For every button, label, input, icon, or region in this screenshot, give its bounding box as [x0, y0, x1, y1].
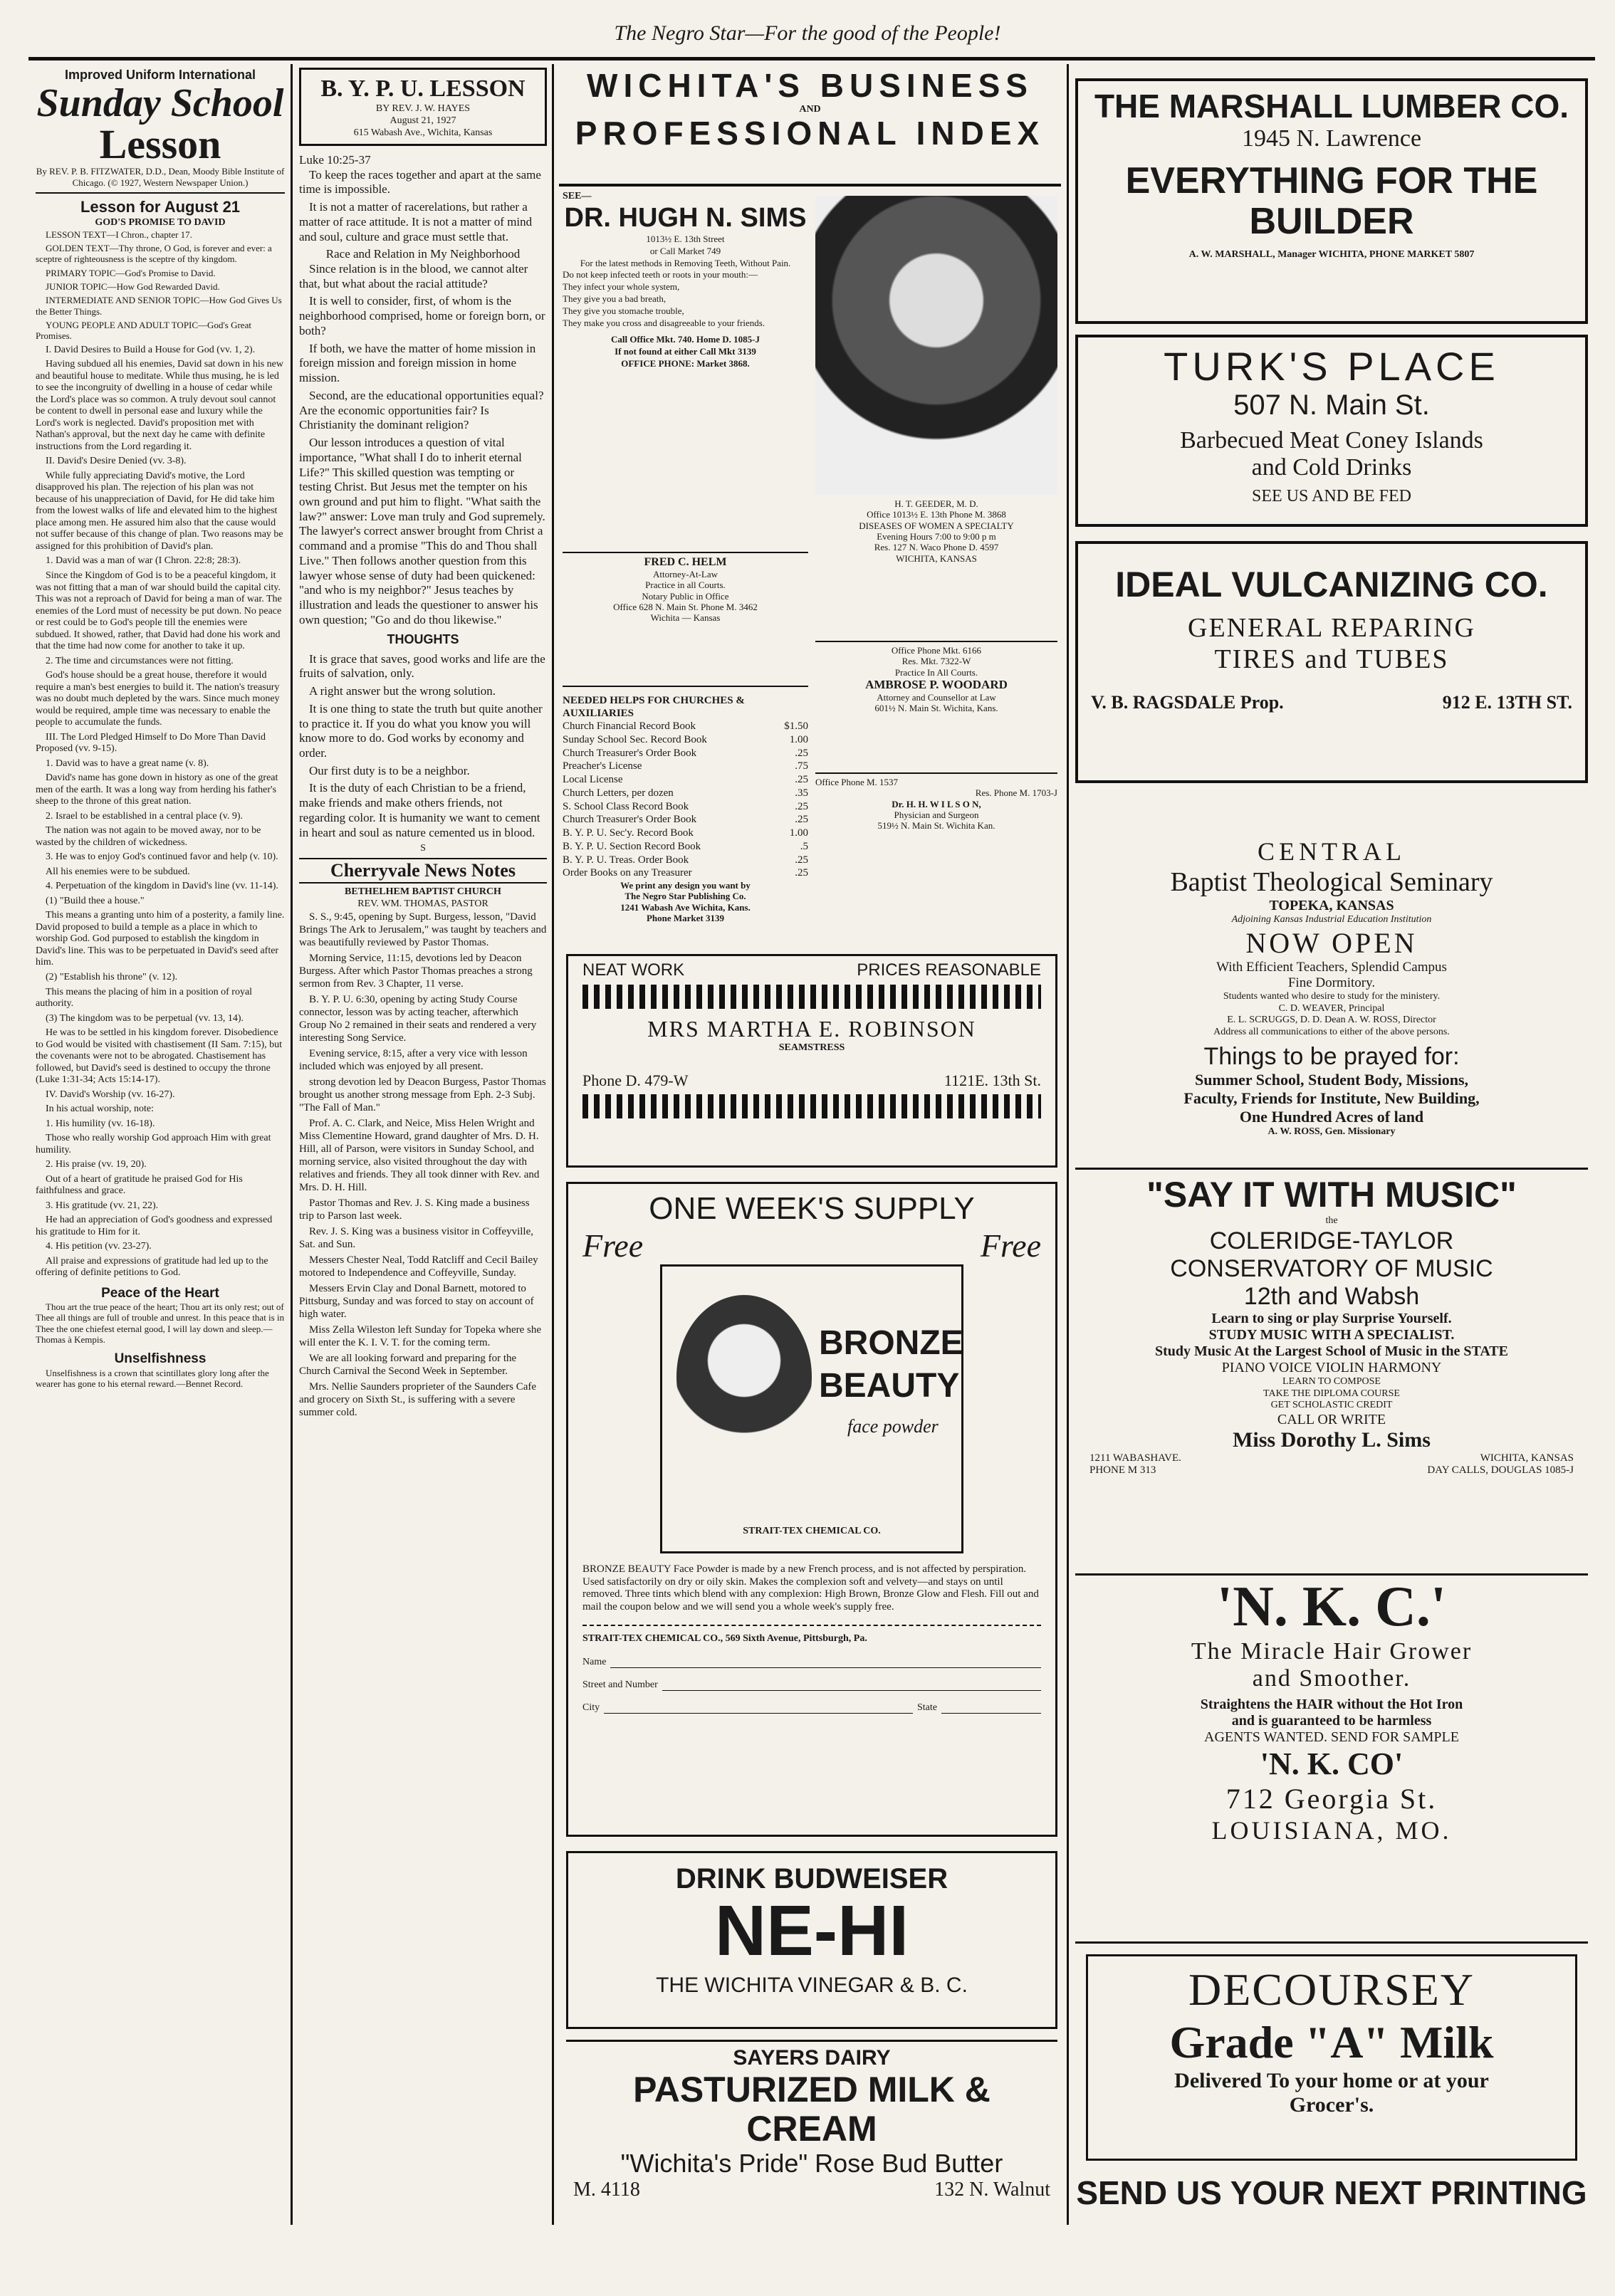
- bronze-brand-1: BRONZE: [819, 1324, 963, 1362]
- robinson-address: 1121E. 13th St.: [944, 1071, 1041, 1089]
- woodard-line: Attorney and Counsellor at Law: [877, 691, 996, 703]
- ss-para: III. The Lord Pledged Himself to Do More Than David Proposed (vv. 9-15).: [36, 731, 266, 755]
- sayers-foot: [566, 2179, 1057, 2201]
- needed-footer-line: Phone Market 3139: [646, 912, 725, 923]
- news-para: Rev. J. S. King was a business visitor in Coffeyville, Sat. and Sun.: [299, 1225, 533, 1250]
- robinson-top-right: PRICES REASONABLE: [857, 960, 1041, 980]
- ss-para: He was to be settled in his kingdom forever. Disobedience to God would be visited with chastisement (II Sam. 7:15), but the covenants were not to be abrogated. Chastisement has followed, but David's seed is destined to occupy the throne (Luke 1:31-34; Acts 15:14-17).: [36, 1027, 283, 1086]
- central-line: Fine Dormitory.: [1287, 975, 1376, 990]
- turk-line-2: and Cold Drinks: [1251, 454, 1412, 481]
- helm-ad: [563, 552, 808, 687]
- index-title-1: WICHITA'S BUSINESS: [587, 68, 1033, 104]
- ss-para: 1. David was a man of war (I Chron. 22:8; 28:3).: [46, 555, 241, 567]
- news-para: Pastor Thomas and Rev. J. S. King made a business trip to Parson last week.: [299, 1197, 530, 1222]
- needed-item: B. Y. P. U. Treas. Order Book .25: [563, 854, 808, 866]
- sunday-school-column: [36, 68, 285, 2218]
- coupon-city-field[interactable]: [604, 1713, 913, 1714]
- nkc-line-3: Straightens the HAIR without the Hot Iron: [1200, 1697, 1463, 1712]
- cherryvale-title: Cherryvale News Notes: [330, 860, 516, 881]
- sims-lines: [563, 234, 808, 370]
- helm-line: Attorney-At-Law: [653, 569, 718, 580]
- coupon-city-row: [582, 1702, 1041, 1714]
- cherryvale-news: [299, 911, 547, 1419]
- peace-text: Thou art the true peace of the heart; Thou art its only rest; out of Thee all things are full of trouble and unrest. In this peace that is in Thee the one chiefest eternal good, I will lay down and sleep.—Thomas à Kempis.: [36, 1301, 285, 1345]
- ss-para: All his enemies were to be subdued.: [46, 866, 190, 877]
- thought-para: It is one thing to state the truth but quite another to practice it. If you do what you know you will know more to do. God works by economy and order.: [299, 701, 543, 760]
- sims-line: They infect your whole system,: [563, 281, 680, 293]
- sayers-phone: M. 4118: [573, 2179, 640, 2201]
- coupon-street-label: Street and Number: [582, 1679, 658, 1690]
- woodard-line: Office Phone Mkt. 6166: [891, 645, 982, 656]
- marshall-footer: A. W. MARSHALL, Manager WICHITA, PHONE MARKET 5807: [1188, 249, 1475, 261]
- sims-line: OFFICE PHONE: Market 3868.: [621, 357, 750, 369]
- geeder-line: WICHITA, KANSAS: [896, 552, 977, 564]
- sayers-big: PASTURIZED MILK & CREAM: [633, 2070, 991, 2149]
- sims-line: 1013½ E. 13th Street: [646, 233, 725, 244]
- helm-name: FRED C. HELM: [644, 556, 727, 568]
- index-and: AND: [799, 103, 821, 115]
- unselfishness-title: Unselfishness: [114, 1351, 207, 1367]
- marshall-slogan-1: EVERYTHING FOR THE: [1125, 160, 1538, 201]
- nkc-city: LOUISIANA, MO.: [1211, 1816, 1452, 1845]
- ss-para: Those who really worship God approach Him with great humility.: [36, 1133, 271, 1155]
- marshall-slogan-2: BUILDER: [1249, 201, 1414, 243]
- woodard-line: AMBROSE P. WOODARD: [865, 677, 1008, 691]
- thought-para: A right answer but the wrong solution.: [309, 684, 496, 698]
- ss-para: Having subdued all his enemies, David sat down in his new and beautiful house to meditate. While thus musing, he is led to see the incongruity of dwelling in a house of cedar while the Lord's place was so common. A truly devout soul cannot be content to dwell in personal ease and luxury while the Lord's work is neglected. David's proposition met with Nathan's approval, but the next day he came with definite instructions from the Lord regarding it.: [36, 359, 284, 452]
- central-line: Address all communications to either of the above persons.: [1213, 1027, 1450, 1038]
- ss-para: 3. His gratitude (vv. 21, 22).: [46, 1200, 159, 1211]
- ss-para: The nation was not again to be moved away, nor to be wasted by the children of wickedness.: [36, 825, 261, 848]
- needed-item: S. School Class Record Book .25: [563, 800, 808, 812]
- marshall-lumber-ad: [1075, 78, 1588, 324]
- decoursey-line-2: Grocer's.: [1289, 2093, 1374, 2117]
- woodard-line: Practice In All Courts.: [894, 666, 978, 678]
- music-foot-right-2: DAY CALLS, DOUGLAS 1085-J: [1427, 1464, 1574, 1477]
- ss-para: 4. Perpetuation of the kingdom in David's line (vv. 11-14).: [46, 881, 278, 892]
- ideal-foot: [1084, 692, 1579, 713]
- helm-line: Office 628 N. Main St. Phone M. 3462: [613, 601, 758, 612]
- nkc-ad: [1075, 1573, 1588, 1944]
- ss-para: In his actual worship, note:: [46, 1104, 155, 1115]
- turks-place-ad: [1075, 335, 1588, 527]
- robinson-ad: [566, 954, 1057, 1168]
- music-foot-left-2: PHONE M 313: [1089, 1464, 1156, 1477]
- coupon-name-label: Name: [582, 1656, 607, 1667]
- bypu-para: Since relation is in the blood, we cannot alter that, but what about the racial attitude?: [299, 262, 528, 290]
- needed-helps-ad: [563, 694, 808, 950]
- needed-footer-line: 1241 Wabash Ave Wichita, Kans.: [620, 901, 751, 913]
- ss-header-big2: Lesson: [99, 120, 221, 167]
- music-line: GET SCHOLASTIC CREDIT: [1270, 1400, 1393, 1411]
- column-divider-1: [291, 64, 293, 2225]
- geeder-ad: [815, 498, 1057, 634]
- needed-title: NEEDED HELPS FOR CHURCHES & AUXILIARIES: [563, 695, 745, 719]
- printing-banner: SEND US YOUR NEXT PRINTING: [1076, 2174, 1587, 2211]
- wilson-line: 519½ N. Main St. Wichita Kan.: [877, 820, 995, 832]
- news-para: Messers Ervin Clay and Donal Barnett, motored to Pittsburg, Sunday and was forced to stay on account of high water.: [299, 1282, 534, 1320]
- bypu-para: If both, we have the matter of home mission in foreign mission and foreign mission in home mission.: [299, 341, 536, 385]
- sims-line: They give you a bad breath,: [563, 293, 667, 305]
- ss-header-small: Improved Uniform International: [64, 68, 256, 82]
- sims-line: For the latest methods in Removing Teeth, Without Pain.: [580, 257, 791, 268]
- index-title-2: PROFESSIONAL INDEX: [575, 115, 1045, 152]
- robinson-bottom: [582, 1071, 1041, 1090]
- coupon-street-field[interactable]: [662, 1690, 1041, 1691]
- central-prayer: A. W. ROSS, Gen. Missionary: [1268, 1126, 1396, 1137]
- peace-title: Peace of the Heart: [101, 1285, 219, 1301]
- bronze-powder-box: [660, 1264, 963, 1553]
- woodard-line: 601½ N. Main St. Wichita, Kans.: [874, 703, 998, 714]
- central-open: NOW OPEN: [1245, 926, 1418, 959]
- ss-para: David's name has gone down in history as one of the great men of the earth. It was a long way from herding his father's sheep to the throne of this great nation.: [36, 772, 278, 807]
- wilson-ad: [815, 772, 1057, 879]
- ss-lesson-sub: GOD'S PROMISE TO DAVID: [95, 216, 226, 228]
- needed-item: B. Y. P. U. Section Record Book .5: [563, 840, 808, 852]
- ss-header-big1: Sunday School: [36, 80, 284, 125]
- geeder-line: H. T. GEEDER, M. D.: [894, 498, 978, 509]
- sims-name: DR. HUGH N. SIMS: [564, 202, 807, 233]
- ss-lesson-title: Lesson for August 21: [80, 198, 241, 216]
- ss-para: II. David's Desire Denied (vv. 3-8).: [46, 456, 187, 467]
- ss-byline: By REV. P. B. FITZWATER, D.D., Dean, Moody Bible Institute of Chicago. (© 1927, Western Newspaper Union.): [36, 166, 285, 188]
- wilson-line: Dr. H. H. W I L S O N,: [892, 798, 981, 809]
- central-prayer: Faculty, Friends for Institute, New Building,: [1183, 1089, 1480, 1107]
- music-line: STUDY MUSIC WITH A SPECIALIST.: [1208, 1326, 1455, 1343]
- bypu-para: It is well to consider, first, of whom is the neighborhood comprised, home or foreign born, or both?: [299, 294, 545, 337]
- woman-portrait: [676, 1295, 812, 1459]
- music-line: PIANO VOICE VIOLIN HARMONY: [1221, 1359, 1442, 1375]
- ss-para: 2. Israel to be established in a central place (v. 9).: [46, 810, 244, 822]
- ss-body: [36, 345, 285, 1279]
- robinson-phone: Phone D. 479-W: [582, 1071, 689, 1089]
- nkc-line-2: and Smoother.: [1252, 1665, 1411, 1692]
- central-adjoining: Adjoining Kansas Industrial Education Institution: [1231, 914, 1432, 925]
- bypu-title: B. Y. P. U. LESSON: [320, 75, 526, 102]
- nehi-brand: NE-HI: [714, 1891, 909, 1971]
- news-para: Mrs. Nellie Saunders proprieter of the Saunders Cafe and grocery on Sixth St., is suffering with a severe summer cold.: [299, 1380, 537, 1418]
- woodard-line: Res. Mkt. 7322-W: [901, 656, 971, 667]
- needed-item: Church Financial Record Book $1.50: [563, 720, 808, 732]
- ss-para: (2) "Establish his throne" (v. 12).: [46, 971, 178, 982]
- central-line: E. L. SCRUGGS, D. D. Dean A. W. ROSS, Director: [1227, 1015, 1436, 1026]
- bypu-byline-2: August 21, 1927: [390, 115, 456, 127]
- sayers-top: SAYERS DAIRY: [733, 2046, 891, 2070]
- nkc-brand: 'N. K. C.': [1216, 1576, 1447, 1638]
- nkc-address: 712 Georgia St.: [1225, 1783, 1438, 1815]
- thought-para: It is grace that saves, good works and life are the fruits of salvation, only.: [299, 651, 545, 681]
- news-para: Miss Zella Wileston left Sunday for Topeka where she will enter the K. I. V. T. for the coming term.: [299, 1323, 542, 1348]
- bronze-headline: ONE WEEK'S SUPPLY: [649, 1191, 975, 1226]
- ss-intro-line: PRIMARY TOPIC—God's Promise to David.: [46, 267, 216, 278]
- geeder-line: DISEASES OF WOMEN A SPECIALTY: [859, 520, 1014, 531]
- ss-para: This means a granting unto him of a posterity, a family line. David proposed to build a temple as a place in which to worship God. God purposed to establish the kingdom in David's line. This was to be perpetuated in David's seed after him.: [36, 910, 285, 968]
- nkc-line-1: The Miracle Hair Grower: [1191, 1638, 1473, 1665]
- needed-item: Local License .25: [563, 774, 808, 785]
- bronze-description: BRONZE BEAUTY Face Powder is made by a new French process, and is not affected by perspiration. Used satisfactorily on dry or oily skin. Makes the complexion soft and velvety—and stays on until removed. Three tints which blend with any complexion: High Brown, Bronze Glow and Flesh. Fill out and mail the coupon below and we will send you a whole week's supply free.: [582, 1563, 1039, 1613]
- ss-para: I. David Desires to Build a House for God (vv. 1, 2).: [46, 344, 256, 355]
- bypu-para: It is not a matter of racerelations, but rather a matter of race attitude. It is not a matter of mind and soul, culture and grace must settle that.: [299, 200, 533, 243]
- nehi-top: DRINK BUDWEISER: [675, 1863, 948, 1894]
- decoursey-line-1: Delivered To your home or at your: [1174, 2069, 1489, 2092]
- turk-line-3: SEE US AND BE FED: [1251, 487, 1412, 505]
- marshall-name: THE MARSHALL LUMBER CO.: [1094, 88, 1569, 125]
- central-name: CENTRAL: [1258, 837, 1406, 866]
- sims-line: If not found at either Call Mkt 3139: [615, 345, 756, 357]
- news-para: Prof. A. C. Clark, and Neice, Miss Helen Wright and Miss Clementine Howard, grand daughter of Mrs. D. H. Hill, all of Parson, were visitors in Sunday School, and morning service, also visited throughout the day with relatives and friends. They all took dinner with Rev. and Mrs. D. H. Hill.: [299, 1117, 540, 1193]
- thought-para: It is the duty of each Christian to be a friend, make friends and make others friends, not regarding color. It is humanity we want to cement in heart and soul as nature cemented us in blood.: [299, 781, 540, 839]
- needed-item: Church Treasurer's Order Book .25: [563, 747, 808, 759]
- bypu-byline-3: 615 Wabash Ave., Wichita, Kansas: [353, 127, 493, 139]
- central-line: C. D. WEAVER, Principal: [1278, 1002, 1385, 1014]
- sayers-ad: [566, 2040, 1057, 2218]
- central-line: Students wanted who desire to study for the ministery.: [1223, 990, 1441, 1002]
- bypu-para: Our lesson introduces a question of vital importance, "What shall I do to inherit eternal Life?" This skilled question was tempting or testing Christ. But Jesus met the tempter on his own ground and put him to flight. "What saith the law?" answer: Love man truly and God supremely. The lawyer's correct answer brought from Christ a command and a promise "This do and Thou shall Live." Then follows another question from this lawyer whose sense of duty had been quickened: "and who is my neighbor?" Jesus teaches by illustration and leads the questioner to answer his own question; "Go and do thou likewise.": [299, 436, 545, 627]
- marshall-address: 1945 N. Lawrence: [1241, 125, 1422, 152]
- central-pray: Things to be prayed for:: [1203, 1042, 1460, 1070]
- ss-para: All praise and expressions of gratitude had led up to the offering of definite petitions to God.: [36, 1255, 268, 1279]
- bronze-free-left: Free: [582, 1227, 644, 1264]
- ss-intro-line: LESSON TEXT—I Chron., chapter 17.: [46, 229, 192, 240]
- coupon-name-row: [582, 1657, 1041, 1668]
- bronze-brand-2: BEAUTY: [819, 1367, 960, 1405]
- robinson-name: MRS MARTHA E. ROBINSON: [647, 1016, 976, 1042]
- music-foot-1: [1075, 1452, 1588, 1464]
- decoursey-grade: Grade "A" Milk: [1169, 2017, 1494, 2067]
- needed-item: B. Y. P. U. Sec'y. Record Book 1.00: [563, 827, 808, 839]
- needed-item: Church Treasurer's Order Book .25: [563, 814, 808, 826]
- central-prayer: One Hundred Acres of land: [1239, 1107, 1424, 1126]
- helm-line: Wichita — Kansas: [650, 612, 721, 624]
- robinson-top: [582, 960, 1041, 980]
- ss-para: Out of a heart of gratitude he praised God for His faithfulness and grace.: [36, 1173, 243, 1197]
- music-address: 12th and Wabsh: [1243, 1282, 1420, 1310]
- section-separator: S: [420, 843, 426, 854]
- ss-para: IV. David's Worship (vv. 16-27).: [46, 1089, 175, 1100]
- masthead-title: The Negro Star—For the good of the People!: [614, 21, 1001, 45]
- ss-para: While fully appreciating David's motive, the Lord disapproved his plan. The rejection of his plan was not because of his unappreciation of David, for He did take him from the lowest walks of life and elevated him to the highest place among men. He assured him also that the cause would not suffer because of this change of plan. Two reasons may be assigned for this prohibition of David's plan.: [36, 470, 283, 552]
- turk-line-1: Barbecued Meat Coney Islands: [1180, 427, 1483, 454]
- ss-intro-line: GOLDEN TEXT—Thy throne, O God, is forever and ever: a sceptre of righteousness is the sceptre of thy kingdom.: [36, 243, 272, 265]
- nkc-company: 'N. K. CO': [1260, 1746, 1404, 1781]
- doctor-portrait: [815, 196, 1057, 495]
- robinson-ornament-bottom: [582, 1094, 1041, 1118]
- ss-intro-line: INTERMEDIATE AND SENIOR TOPIC—How God Gives Us the Better Things.: [36, 295, 282, 317]
- needed-item: Church Letters, per dozen .35: [563, 787, 808, 799]
- needed-item: Order Books on any Treasurer .25: [563, 867, 808, 879]
- robinson-top-left: NEAT WORK: [582, 960, 685, 980]
- ss-intro: [36, 229, 285, 342]
- woodard-ad: [815, 641, 1057, 765]
- coupon-city-label: City: [582, 1702, 600, 1713]
- needed-item: Preacher's License .75: [563, 760, 808, 772]
- news-para: strong devotion led by Deacon Burgess, Pastor Thomas brought us another strong message from Eph. 2-3 Subj. "The Fall of Man.": [299, 1076, 546, 1113]
- sims-line: They give you stomache trouble,: [563, 305, 684, 317]
- ss-para: (1) "Build thee a house.": [46, 895, 145, 906]
- ideal-name: IDEAL VULCANIZING CO.: [1115, 565, 1548, 604]
- music-line: TAKE THE DIPLOMA COURSE: [1263, 1388, 1400, 1399]
- music-foot-right: WICHITA, KANSAS: [1480, 1452, 1574, 1464]
- wilson-line: Res. Phone M. 1703-J: [975, 787, 1057, 799]
- turk-address: 507 N. Main St.: [1233, 389, 1430, 421]
- bronze-face-powder: face powder: [847, 1416, 939, 1437]
- bronze-maker-small: STRAIT-TEX CHEMICAL CO.: [743, 1526, 881, 1536]
- top-rule: [28, 57, 1595, 61]
- church-name: BETHELHEM BAPTIST CHURCH: [345, 886, 501, 897]
- ideal-address: 912 E. 13TH ST.: [1442, 692, 1572, 713]
- sims-ad: [563, 191, 808, 547]
- sayers-address: 132 N. Walnut: [934, 2179, 1050, 2201]
- bronze-coupon: [582, 1625, 1041, 1714]
- ss-para: 1. David was to have a great name (v. 8).: [46, 758, 209, 769]
- church-pastor: REV. WM. THOMAS, PASTOR: [357, 898, 488, 909]
- coupon-state-label: State: [917, 1702, 937, 1713]
- needed-item: Sunday School Sec. Record Book 1.00: [563, 733, 808, 745]
- music-foot-2: [1075, 1464, 1588, 1477]
- coupon-state-field[interactable]: [941, 1713, 1041, 1714]
- robinson-trade: SEAMSTRESS: [778, 1042, 845, 1053]
- bypu-column: [299, 68, 547, 2218]
- music-line: Study Music At the Largest School of Music in the STATE: [1155, 1343, 1508, 1359]
- music-line: Learn to sing or play Surprise Yourself.: [1211, 1310, 1452, 1326]
- ss-intro-line: YOUNG PEOPLE AND ADULT TOPIC—God's Great Promises.: [36, 320, 251, 342]
- column-divider-3: [1067, 64, 1069, 2225]
- ideal-line-2: TIRES and TUBES: [1214, 644, 1449, 674]
- news-para: S. S., 9:45, opening by Supt. Burgess, lesson, "David Brings The Ark to Jerusalem," was taught by teachers and was beautifully reviewed by Pastor Thomas.: [299, 911, 547, 948]
- bypu-byline-1: BY REV. J. W. HAYES: [375, 103, 471, 115]
- bypu-text-ref: Luke 10:25-37: [299, 152, 371, 167]
- central-line: With Efficient Teachers, Splendid Campus: [1216, 959, 1447, 975]
- needed-footer-line: We print any design you want by: [620, 880, 751, 891]
- helm-line: Notary Public in Office: [642, 590, 729, 602]
- news-para: B. Y. P. U. 6:30, opening by acting Study Course connector, lesson was by acting teacher, afterwhich Group No 2 remained in their seats and rendered a very interesting Song Service.: [299, 993, 537, 1044]
- robinson-ornament-top: [582, 985, 1041, 1009]
- news-para: We are all looking forward and preparing for the Church Carnival the Second Week in September.: [299, 1352, 517, 1377]
- geeder-line: Office 1013½ E. 13th Phone M. 3868: [867, 509, 1006, 520]
- news-para: Morning Service, 11:15, devotions led by Deacon Burgess. After which Pastor Thomas preaches a strong sermon from Rev. 3 Chapter, 11 verse.: [299, 952, 533, 990]
- ss-intro-line: JUNIOR TOPIC—How God Rewarded David.: [46, 281, 220, 293]
- bronze-free-right: Free: [980, 1227, 1041, 1264]
- bronze-free-row: [582, 1227, 1041, 1264]
- music-foot-left: 1211 WABASHAVE.: [1089, 1452, 1181, 1464]
- coupon-street-row: [582, 1679, 1041, 1691]
- unselfishness-text: Unselfishness is a crown that scintillates glory long after the wearer has gone to his eternal reward.—Bennet Record.: [36, 1367, 269, 1389]
- music-line: CALL OR WRITE: [1277, 1412, 1386, 1428]
- ss-para: Since the Kingdom of God is to be a peaceful kingdom, it was not fitting that a man of war should build the capital city. This was not a reproach of David for being a man of war. The enemies of the Lord must of necessity be put down. No peace or rest could be to God's people till the enemies were subdued. It showed, rather, that David had done his work and that the time had now come for another to take it up.: [36, 570, 282, 652]
- ideal-vulcanizing-ad: [1075, 541, 1588, 783]
- sims-see: SEE—: [563, 191, 592, 201]
- ss-para: 4. His petition (vv. 23-27).: [46, 1241, 152, 1252]
- wilson-line: Office Phone M. 1537: [815, 777, 899, 787]
- music-signature: Miss Dorothy L. Sims: [1233, 1428, 1431, 1452]
- ss-para: 1. His humility (vv. 16-18).: [46, 1118, 155, 1129]
- nehi-bottom: THE WICHITA VINEGAR & B. C.: [656, 1973, 968, 1997]
- column-divider-2: [552, 64, 554, 2225]
- sayers-sub: "Wichita's Pride" Rose Bud Butter: [620, 2149, 1003, 2178]
- ss-para: 2. His praise (vv. 19, 20).: [46, 1159, 147, 1170]
- wilson-line: Physician and Surgeon: [894, 809, 979, 820]
- ideal-line-1: GENERAL REPARING: [1188, 613, 1475, 643]
- central-prayer: Summer School, Student Body, Missions,: [1194, 1070, 1469, 1089]
- central-city: TOPEKA, KANSAS: [1269, 898, 1394, 913]
- sims-line: Call Office Mkt. 740. Home D. 1085-J: [610, 333, 761, 345]
- music-name-2: CONSERVATORY OF MUSIC: [1170, 1254, 1493, 1282]
- sims-line: or Call Market 749: [649, 245, 721, 256]
- thoughts-title: THOUGHTS: [387, 631, 459, 646]
- needed-list: [563, 720, 808, 880]
- music-name-1: COLERIDGE-TAYLOR: [1209, 1227, 1454, 1254]
- bronze-beauty-ad: [566, 1182, 1057, 1837]
- geeder-line: Res. 127 N. Waco Phone D. 4597: [874, 542, 999, 553]
- nkc-line-4: and is guaranteed to be harmless: [1231, 1713, 1432, 1729]
- bypu-para: Second, are the educational opportunities equal? Are the economic opportunities fair? Is Christianity the dominant religion?: [299, 388, 544, 432]
- ss-para: 3. He was to enjoy God's continued favor and help (v. 10).: [46, 851, 278, 863]
- needed-footer-line: The Negro Star Publishing Co.: [624, 891, 746, 902]
- decoursey-name: DECOURSEY: [1188, 1964, 1475, 2015]
- bypu-para: To keep the races together and apart at the same time is impossible.: [299, 167, 541, 196]
- decoursey-ad: [1086, 1954, 1577, 2161]
- turk-name: TURK'S PLACE: [1164, 344, 1500, 389]
- ss-para: God's house should be a great house, therefore it would require a man's best energies to build it. The nation's treasury was no doubt much depleted by the wars. Since much money would be required, ample time was necessary to enable the people to accumulate the funds.: [36, 670, 280, 728]
- masthead: [0, 0, 1615, 57]
- music-the: the: [1325, 1215, 1338, 1226]
- index-rule: [559, 184, 1061, 187]
- ss-para: This means the placing of him in a position of royal authority.: [36, 986, 253, 1010]
- coupon-name-field[interactable]: [610, 1667, 1041, 1668]
- geeder-line: Evening Hours 7:00 to 9:00 p m: [877, 530, 996, 542]
- music-line: LEARN TO COMPOSE: [1282, 1375, 1381, 1387]
- sims-line: They make you cross and disagreeable to your friends.: [563, 318, 765, 329]
- news-para: Evening service, 8:15, after a very vice with lesson included which was enjoyed by all present.: [299, 1047, 528, 1072]
- ss-para: He had an appreciation of God's goodness and expressed his gratitude to Him for it.: [36, 1215, 273, 1237]
- news-para: Messers Chester Neal, Todd Ratcliff and Cecil Bailey motored to Independence and Coffeyville, Sunday.: [299, 1254, 538, 1279]
- sims-line: Do not keep infected teeth or roots in your mouth:—: [563, 269, 758, 281]
- central-sub: Baptist Theological Seminary: [1170, 867, 1493, 897]
- thought-para: Our first duty is to be a neighbor.: [309, 763, 470, 777]
- ss-para: (3) The kingdom was to be perpetual (vv. 13, 14).: [46, 1012, 244, 1024]
- central-seminary-ad: [1075, 837, 1588, 1157]
- coupon-address: STRAIT-TEX CHEMICAL CO., 569 Sixth Avenue, Pittsburgh, Pa.: [582, 1632, 867, 1644]
- bypu-subhead: Race and Relation in My Neighborhood: [325, 247, 521, 261]
- conservatory-ad: [1075, 1168, 1588, 1566]
- ss-para: 2. The time and circumstances were not fitting.: [46, 655, 234, 666]
- nkc-line-5: AGENTS WANTED. SEND FOR SAMPLE: [1204, 1729, 1459, 1745]
- ideal-proprietor: V. B. RAGSDALE Prop.: [1091, 692, 1284, 713]
- nehi-ad: [566, 1851, 1057, 2029]
- music-headline: "SAY IT WITH MUSIC": [1146, 1175, 1517, 1215]
- helm-line: Practice in all Courts.: [645, 580, 726, 591]
- business-index-header: [559, 68, 1061, 182]
